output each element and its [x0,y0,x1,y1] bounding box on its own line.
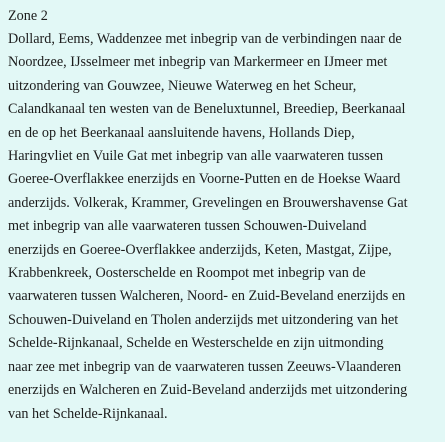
zone-description [8,28,439,426]
text-line: Schelde-Rijnkanaal, Schelde en Westerschelde en zijn uitmonding [8,335,384,352]
text-line: van het Schelde-Rijnkanaal. [8,405,168,422]
text-line: en de op het Beerkanaal aansluitende havens, Hollands Diep, [8,124,355,141]
text-line: naar zee met inbegrip van de vaarwateren tussen Zeeuws-Vlaanderen [8,358,402,375]
zone-heading: Zone 2 [8,8,48,24]
text-line: Dollard, Eems, Waddenzee met inbegrip van de verbindingen naar de [8,31,402,47]
text-line: Haringvliet en Vuile Gat met inbegrip van alle vaarwateren tussen [8,148,384,165]
text-line: enerzijds en Goeree-Overflakkee anderzijds, Keten, Mastgat, Zijpe, [8,241,392,258]
text-line: Calandkanaal ten westen van de Beneluxtunnel, Breediep, Beerkanaal [8,101,406,118]
text-line: enerzijds en Walcheren en Zuid-Beveland anderzijds met uitzondering [8,382,408,399]
text-line: Goeree-Overflakkee enerzijds en Voorne-Putten en de Hoekse Waard [8,171,401,188]
text-line: Noordzee, IJsselmeer met inbegrip van Markermeer en IJmeer met [8,54,388,71]
text-line: anderzijds. Volkerak, Krammer, Grevelingen en Brouwershavense Gat [8,194,408,211]
text-line: met inbegrip van alle vaarwateren tussen Schouwen-Duiveland [8,218,367,235]
text-line: uitzondering van Gouwzee, Nieuwe Waterweg en het Scheur, [8,77,357,94]
text-line: vaarwateren tussen Walcheren, Noord- en Zuid-Beveland enerzijds en [8,288,406,305]
text-line: Schouwen-Duiveland en Tholen anderzijds met uitzondering van het [8,311,399,328]
text-line: Krabbenkreek, Oosterschelde en Roompot met inbegrip van de [8,265,366,282]
